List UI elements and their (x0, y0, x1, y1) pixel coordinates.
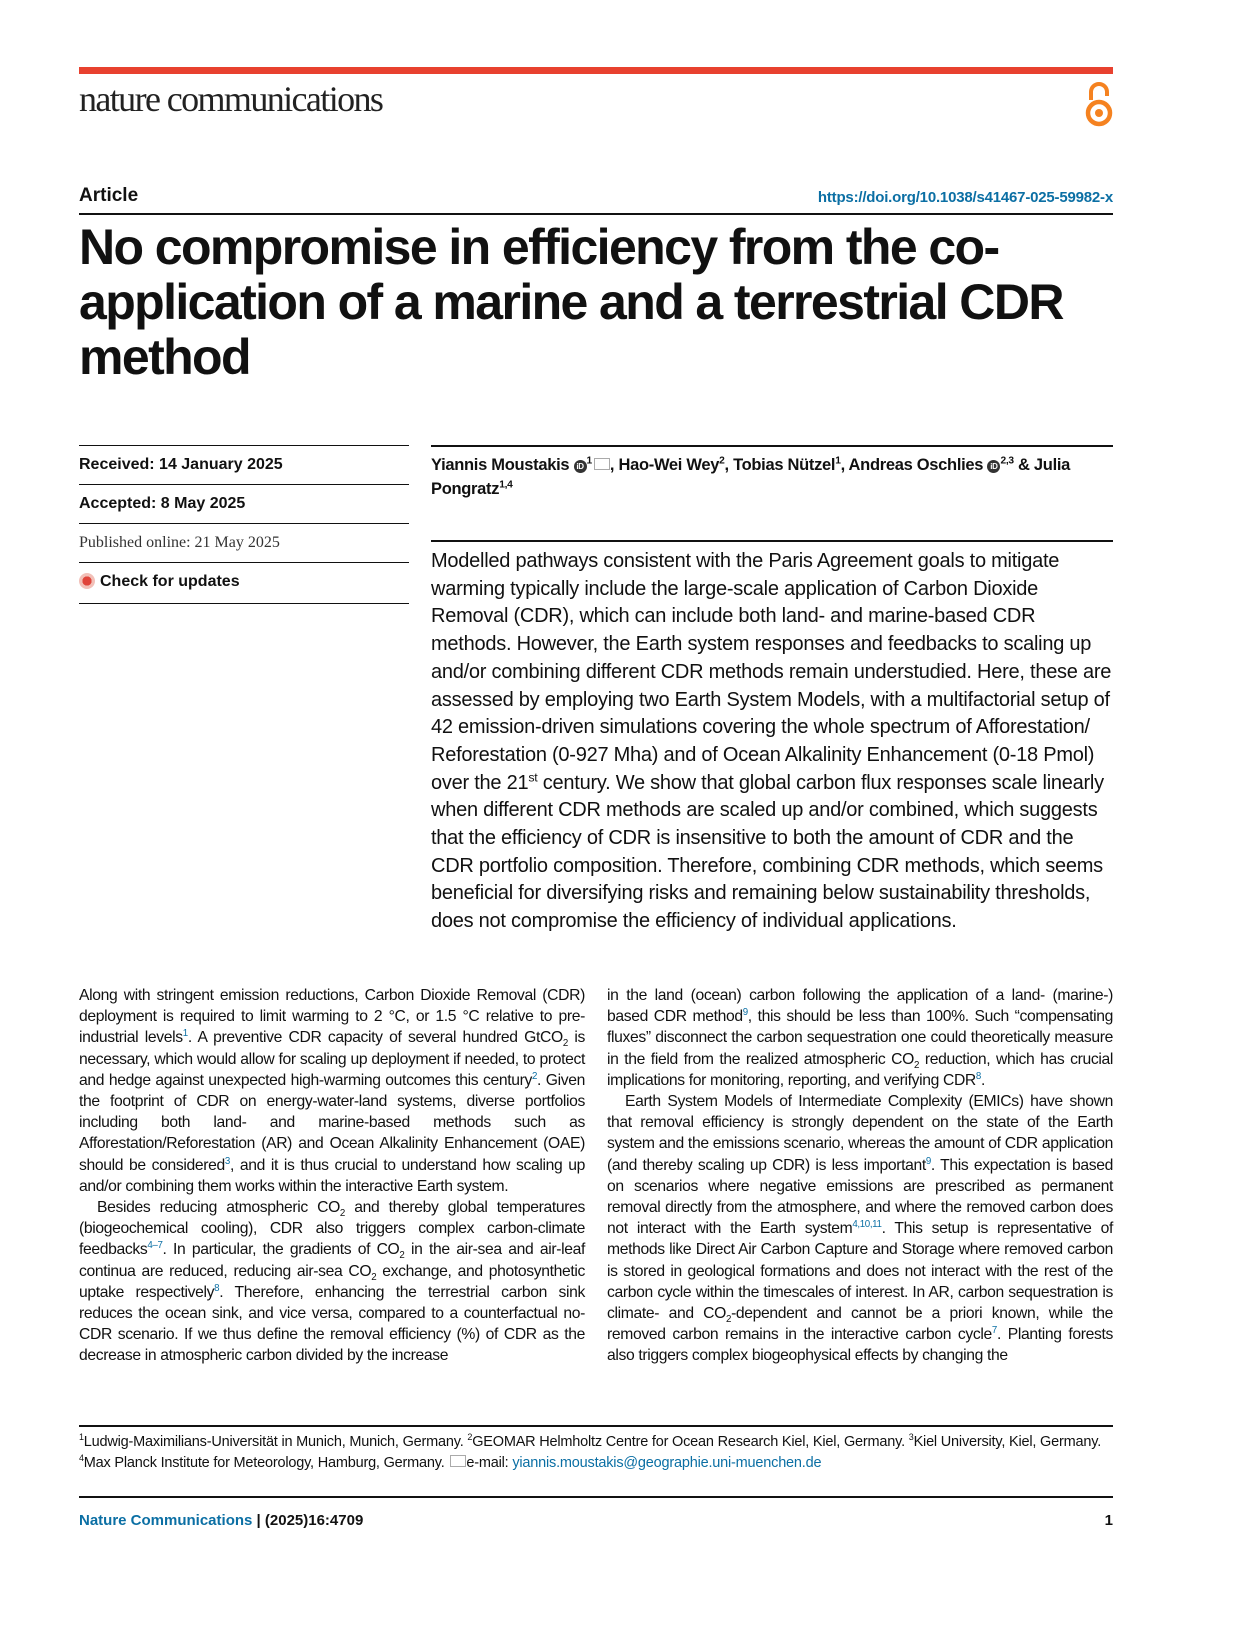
email-link[interactable]: yiannis.moustakis@geographie.uni-muenchen.de (512, 1455, 822, 1471)
citation-link[interactable]: 7 (991, 1325, 997, 1337)
subscript: 2 (913, 1059, 920, 1071)
paragraph (79, 1432, 1119, 1474)
article-type: Article (79, 185, 139, 206)
text: . This setup is representative of methods like Direct Air Carbon Capture and Storage where removed carbon is stored in geological formations and does not interact with the rest of the carbon cycle within the timescales of interest. In AR, carbon sequestration is climate- and CO (607, 1220, 1114, 1323)
text: Along with stringent emission reductions, Carbon Dioxide Removal (CDR) deployment is required to limit warming to 2 °C, or 1.5 °C relative to pre-industrial levels (79, 987, 585, 1047)
text: reduction, which has crucial implications for monitoring, reporting, and verifying CDR (607, 1050, 1113, 1089)
paragraph (431, 453, 1121, 501)
subscript: 2 (562, 1038, 568, 1050)
check-for-updates[interactable] (79, 562, 409, 604)
footer-volume: | (2025)16:4709 (252, 1512, 364, 1529)
paragraph (431, 548, 1115, 936)
text: century. We show that global carbon flux responses scale linearly when different CDR methods are scaled up and/or combined, which suggests that the efficiency of CDR is insensitive to both the amount of CDR and the CDR portfolio composition. Therefore, combining CDR methods, which seems beneficial for diversifying risks and remaining below sustainability thresholds, does not compromise the efficiency of individual applications. (431, 771, 1104, 933)
text: in the land (ocean) carbon following the application of a land- (marine-) based CDR method (607, 987, 1113, 1026)
text: , Hao-Wei Wey (609, 456, 720, 474)
received-date: Received: 14 January 2025 (79, 445, 409, 484)
text: Max Planck Institute for Meteorology, Hamburg, Germany. (83, 1455, 449, 1471)
text: . (980, 1071, 985, 1089)
check-updates-label: Check for updates (100, 573, 240, 590)
text: . In particular, the gradients of CO (162, 1241, 400, 1259)
text: and thereby global temperatures (biogeochemical cooling), CDR also triggers complex carbon-climate feedbacks (79, 1199, 585, 1259)
superscript: st (528, 769, 538, 784)
text: & Julia Pongratz (431, 456, 1071, 498)
author-list (431, 453, 1121, 501)
text: , Andreas Oschlies (840, 456, 988, 474)
text: Ludwig-Maximilians-Universität in Munich, Munich, Germany. (83, 1434, 468, 1450)
citation-link[interactable]: 3 (224, 1155, 230, 1167)
orcid-icon[interactable]: iD (574, 460, 587, 473)
abstract (431, 548, 1115, 936)
subscript: 2 (371, 1271, 377, 1283)
citation-link[interactable]: 1 (182, 1028, 188, 1040)
text: e-mail: (466, 1455, 513, 1471)
text: . Planting forests also triggers complex biogeophysical effects by changing the (607, 1326, 1113, 1365)
journal-logo[interactable]: nature communications (79, 79, 383, 119)
divider (79, 213, 1113, 215)
text: Earth System Models of Intermediate Complexity (EMICs) have shown that removal efficiency is strongly dependent on the state of the Earth system and the emissions scenario, whereas the amount of CDR application (and thereby scaling up CDR) is less important (607, 1093, 1113, 1174)
citation-link[interactable]: 8 (214, 1282, 220, 1294)
citation-link[interactable]: 9 (742, 1006, 748, 1018)
footer-journal-link[interactable]: Nature Communications (79, 1512, 253, 1529)
superscript: 1 (79, 1432, 84, 1443)
citation-link[interactable]: 8 (975, 1070, 981, 1082)
journal-brand-bar (79, 67, 1113, 74)
subscript: 2 (399, 1250, 405, 1262)
page-number: 1 (1104, 1512, 1113, 1529)
superscript: 2 (467, 1432, 473, 1443)
body-column-right (607, 985, 1113, 1367)
subscript: 2 (339, 1208, 345, 1220)
body-column-left (79, 985, 585, 1367)
doi-link[interactable]: https://doi.org/10.1038/s41467-025-59982-x (817, 189, 1113, 206)
divider (79, 1425, 1113, 1427)
divider (431, 445, 1113, 447)
orcid-icon[interactable]: iD (987, 460, 1000, 473)
text: is necessary, which would allow for scaling up deployment if needed, to protect and hedge against unexpected high-warming outcomes this century (79, 1029, 586, 1089)
divider (431, 540, 1113, 542)
affiliations (79, 1432, 1119, 1474)
text: exchange, and photosynthetic uptake respectively (79, 1262, 585, 1301)
text: -dependent and cannot be a priori known, while the removed carbon remains in the interactive carbon cycle (607, 1305, 1114, 1344)
text: . A preventive CDR capacity of several hundred GtCO (187, 1029, 563, 1047)
open-access-icon (1083, 80, 1115, 128)
accepted-date: Accepted: 8 May 2025 (79, 484, 409, 523)
text: . Therefore, enhancing the terrestrial carbon sink reduces the ocean sink, and vice versa, compared to a counterfactual no-CDR scenario. If we thus define the removal efficiency (%) of CDR as the decrease in atmospheric carbon divided by the increase (79, 1283, 585, 1365)
superscript: 2,3 (1000, 455, 1014, 467)
text: Kiel University, Kiel, Germany. (913, 1434, 1102, 1450)
paragraph (607, 1091, 1113, 1367)
published-date: Published online: 21 May 2025 (79, 523, 409, 562)
text: , and it is thus crucial to understand how scaling up and/or combining them works within the interactive Earth system. (79, 1156, 586, 1195)
text: . This expectation is based on scenarios where negative emissions are prescribed as permanent removal directly from the atmosphere, and where the removed carbon does not interact with the Earth system (607, 1156, 1113, 1238)
text: , this should be less than 100%. Such “compensating fluxes” disconnect the carbon sequestration one could theoretically measure in the field from the realized atmospheric CO (607, 1008, 1113, 1068)
article-title: No compromise in efficiency from the co-application of a marine and a terrestrial CDR method (79, 219, 1063, 385)
text: GEOMAR Helmholtz Centre for Ocean Research Kiel, Kiel, Germany. (472, 1434, 909, 1450)
superscript: 1,4 (499, 479, 513, 491)
divider (79, 1496, 1113, 1498)
citation-link[interactable]: 9 (925, 1155, 931, 1167)
text: , Tobias Nützel (724, 456, 836, 474)
mail-icon[interactable] (594, 458, 610, 470)
superscript: 1 (835, 455, 841, 467)
citation-link[interactable]: 4–7 (147, 1240, 163, 1252)
text: in the air-sea and air-leaf continua are reduced, reducing air-sea CO (79, 1241, 585, 1280)
article-dates (79, 445, 409, 604)
paragraph (79, 1197, 585, 1367)
text: Yiannis Moustakis (431, 456, 574, 474)
text: . Given the footprint of CDR on energy-water-land systems, diverse portfolios including both land- and marine-based methods such as Afforestation/Reforestation (AR) and Ocean Alkalinity Enhancement (OAE) should be considered (79, 1071, 586, 1174)
check-updates-icon (79, 573, 95, 589)
citation-link[interactable]: 2 (531, 1070, 538, 1082)
superscript: 3 (908, 1432, 914, 1443)
subscript: 2 (726, 1314, 732, 1326)
mail-icon[interactable] (450, 1455, 466, 1467)
paragraph (607, 985, 1113, 1091)
superscript: 2 (719, 455, 725, 467)
superscript: 1 (586, 455, 592, 467)
footer-citation (79, 1512, 363, 1529)
paragraph (79, 985, 585, 1197)
text: Modelled pathways consistent with the Paris Agreement goals to mitigate warming typically include the large-scale application of Carbon Dioxide Removal (CDR), which can include both land- and marine-based CDR methods. However, the Earth system responses and feedbacks to scaling up and/or combining different CDR methods remain understudied. Here, these are assessed by employing two Earth System Models, with a multifactorial setup of 42 emission-driven simulations covering the whole spectrum of Afforestation/ Reforestation (0-927 Mha) and of Ocean Alkalinity Enhancement (0-18 Pmol) over the 21 (431, 550, 1112, 794)
superscript: 4 (79, 1453, 84, 1464)
text: Besides reducing atmospheric CO (97, 1199, 340, 1217)
citation-link[interactable]: 4,10,11 (852, 1219, 882, 1230)
